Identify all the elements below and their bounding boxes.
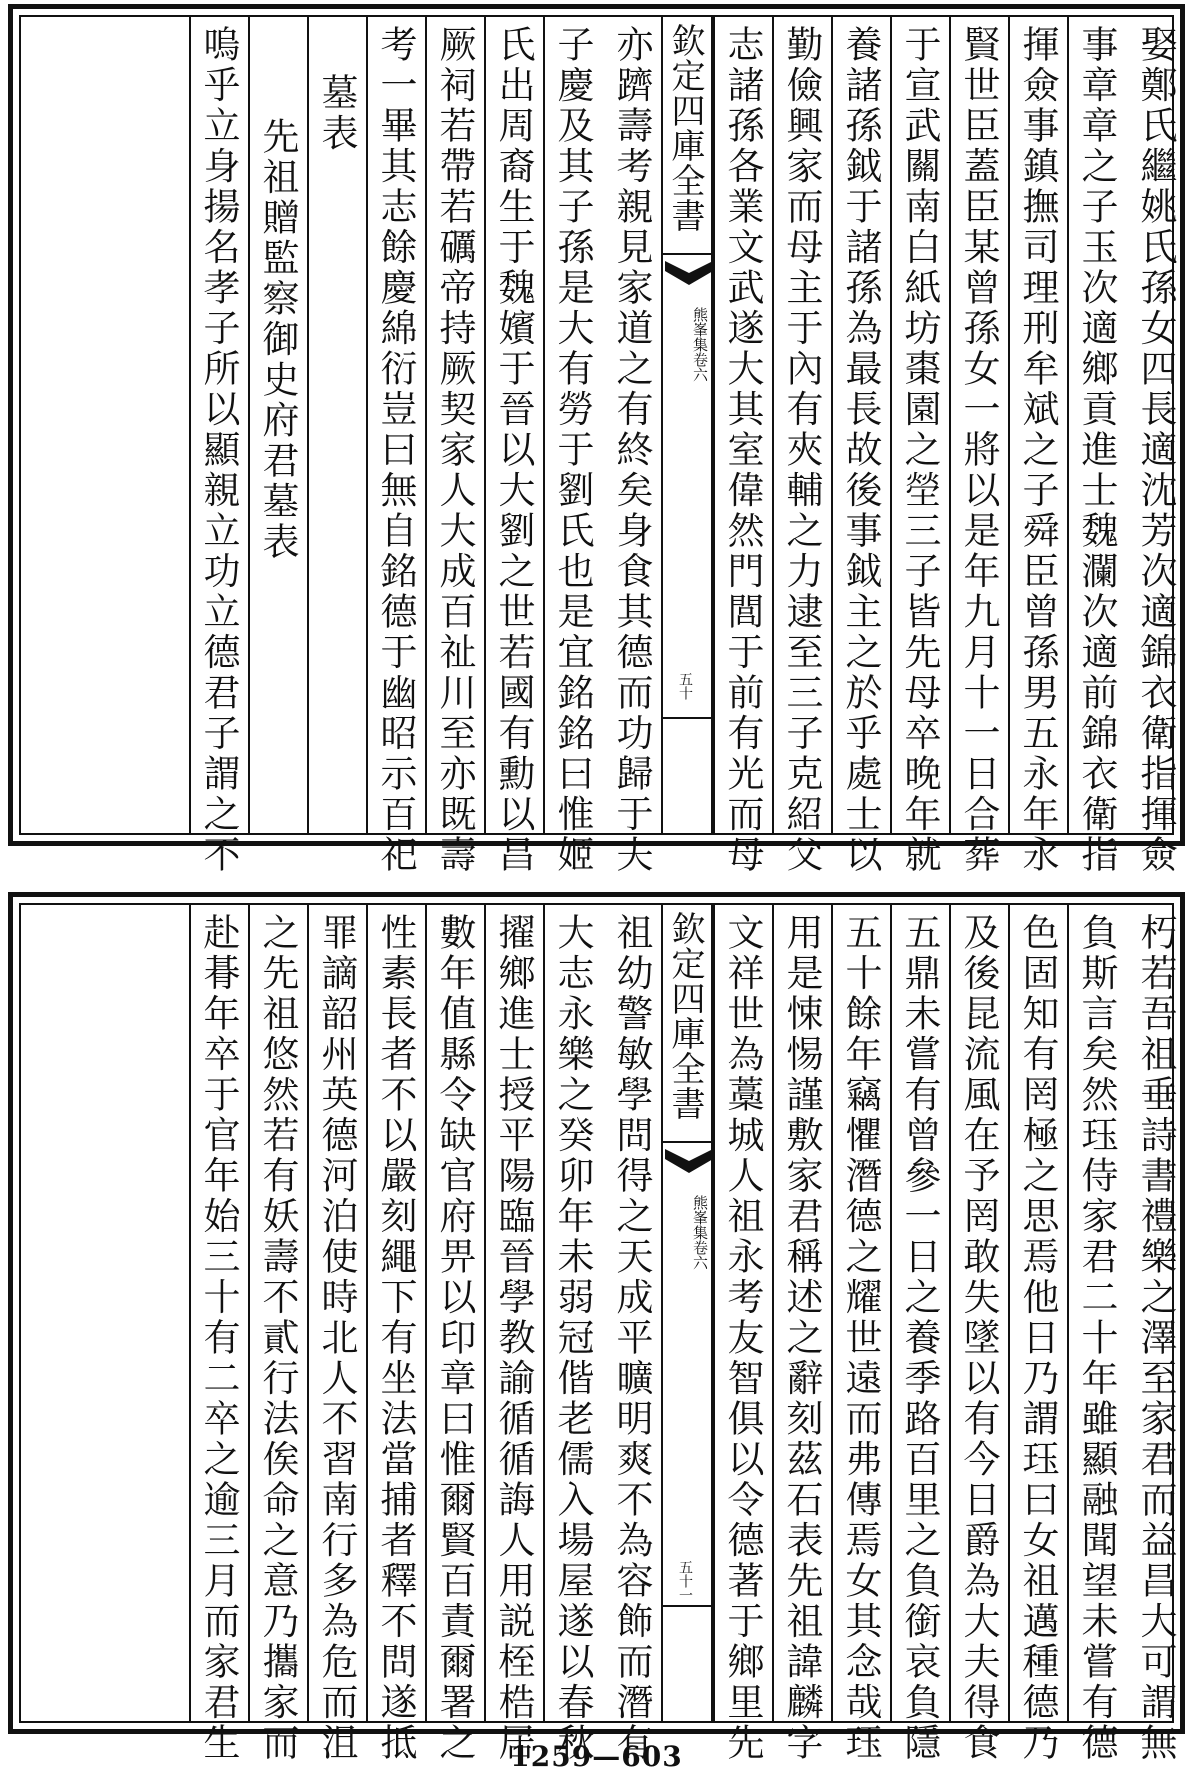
- text-column: [366, 905, 425, 1764]
- collection-title: 欽定四庫全書: [665, 23, 705, 233]
- column-text: 性素長者不以嚴刻繩下有坐法當捕者釋不問遂抵: [374, 913, 417, 1764]
- book-title: 熊峯集: [691, 1195, 709, 1240]
- essay-title: 先祖贈監察御史府君墓表: [256, 117, 299, 563]
- column-text: 大志永樂之癸卯年未弱冠偕老儒入場屋遂以春秋: [551, 913, 594, 1764]
- text-column: [1008, 17, 1067, 876]
- essay-title-column: [248, 17, 307, 833]
- text-column: [543, 17, 602, 876]
- column-text: 事章章之子玉次適鄉貢進士魏瀾次適前錦衣衛指: [1075, 25, 1118, 876]
- text-column: [772, 17, 831, 876]
- collection-title: 欽定四庫全書: [665, 911, 705, 1121]
- column-text: 氏出周裔生于魏嬪于晉以大劉之世若國有勳以昌: [492, 25, 535, 876]
- text-column: [772, 905, 831, 1764]
- column-text: 亦躋壽考親見家道之有終矣身食其德而功歸于夫: [610, 25, 653, 876]
- column-text: 朽若吾祖垂詩書禮樂之澤至家君而益昌大可謂無: [1134, 913, 1177, 1764]
- page-upper: [8, 4, 1185, 876]
- text-column: [189, 905, 248, 1764]
- text-column: [1067, 905, 1126, 1764]
- book-volume-label: [669, 307, 709, 382]
- column-text: 五十餘年竊懼潛德之耀世遠而弗傳焉女其念哉珏: [839, 913, 882, 1764]
- text-column: [425, 905, 484, 1764]
- column-text: 數年值縣令缺官府畀以印章曰惟爾賢百責爾署之: [433, 913, 476, 1764]
- fishtail-mark: [665, 1145, 713, 1179]
- column-text: 擢鄉進士授平陽臨晉學教諭循循誨人用説桎梏居: [492, 913, 535, 1764]
- column-text: 賢世臣蓋臣某曾孫女一將以是年九月十一日合葬: [957, 25, 1000, 876]
- column-text: 嗚乎立身揚名孝子所以顯親立功立德君子謂之不: [197, 25, 240, 876]
- column-text: 五鼎未嘗有曾參一日之養季路百里之負銜哀負隱: [898, 913, 941, 1764]
- column-text: 子慶及其子孫是大有勞于劉氏也是宜銘銘曰惟姬: [551, 25, 594, 876]
- column-text: 厥祠若帶若礪帝持厥契家人大成百祉川至亦既壽: [433, 25, 476, 876]
- text-column: [484, 17, 543, 876]
- text-column: [1126, 905, 1185, 1764]
- text-column: [1126, 17, 1185, 876]
- text-column: [831, 905, 890, 1764]
- fishtail-rule: [663, 253, 711, 255]
- text-column: [890, 905, 949, 1764]
- leaf-number: 五十: [677, 672, 693, 700]
- volume-label: 卷六: [691, 1240, 709, 1270]
- text-column: [543, 905, 602, 1764]
- text-column: [425, 17, 484, 876]
- section-heading-column: [307, 17, 366, 833]
- fishtail-mark: [665, 257, 713, 291]
- column-text: 揮僉事鎮撫司理刑牟斌之子舜臣曾孫男五永年永: [1016, 25, 1059, 876]
- text-column: [484, 905, 543, 1764]
- column-text: 用是悚惕謹敷家君稱述之辭刻茲石表先祖諱麟字: [780, 913, 823, 1764]
- volume-label: 卷六: [691, 352, 709, 382]
- text-column: [1008, 905, 1067, 1764]
- column-text: 娶鄭氏繼姚氏孫女四長適沈芳次適錦衣衛指揮僉: [1134, 25, 1177, 876]
- section-heading: 墓表: [315, 73, 358, 154]
- column-text: 罪謫韶州英德河泊使時北人不習南行多為危而沮: [315, 913, 358, 1764]
- text-column: [831, 17, 890, 876]
- column-text: 之先祖悠然若有妖壽不貳行法俟命之意乃攜家而: [256, 913, 299, 1764]
- center-fold-column: [661, 17, 713, 833]
- column-text: 勤儉興家而母主于內有夾輔之力逮至三子克紹父: [780, 25, 823, 876]
- text-column: [949, 17, 1008, 876]
- page-frame: [19, 15, 1177, 876]
- column-text: 于宣武關南白紙坊棗園之塋三子皆先母卒晚年就: [898, 25, 941, 876]
- text-column: [189, 17, 248, 876]
- text-column: [366, 17, 425, 876]
- text-column: [713, 905, 772, 1764]
- column-text: 養諸孫鉞于諸孫為最長故後事鉞主之於乎處士以: [839, 25, 882, 876]
- text-column: [602, 17, 661, 876]
- column-text: 文祥世為藁城人祖永考友智俱以令德著于鄉里先: [721, 913, 764, 1764]
- text-column: [713, 17, 772, 876]
- text-column: [307, 905, 366, 1764]
- column-text: 負斯言矣然珏侍家君二十年雖顯融聞望未嘗有德: [1075, 913, 1118, 1764]
- column-text: 考一畢其志餘慶綿衍豈曰無自銘德于幽昭示百祀: [374, 25, 417, 876]
- fishtail-rule: [663, 1141, 711, 1143]
- column-text: 色固知有罔極之思焉他日乃謂珏曰女祖邁種德乃: [1016, 913, 1059, 1764]
- text-column: [949, 905, 1008, 1764]
- column-text: 赴朞年卒于官年始三十有二卒之逾三月而家君生: [197, 913, 240, 1764]
- leaf-number: 五十一: [677, 1560, 693, 1602]
- bottom-rule: [663, 717, 711, 719]
- text-column: [1067, 17, 1126, 876]
- book-title: 熊峯集: [691, 307, 709, 352]
- center-fold-column: [661, 905, 713, 1721]
- book-volume-label: [669, 1195, 709, 1270]
- scan-page-number: 1259—603: [510, 1740, 683, 1773]
- bottom-rule: [663, 1605, 711, 1607]
- column-text: 祖幼警敏學問得之天成平曠明爽不為容飾而潛有: [610, 913, 653, 1764]
- column-text: 志諸孫各業文武遂大其室偉然門閭于前有光而母: [721, 25, 764, 876]
- text-column: [602, 905, 661, 1764]
- column-text: 及後昆流風在予罔敢失墜以有今日爵為大夫得食: [957, 913, 1000, 1764]
- text-column: [890, 17, 949, 876]
- text-column: [248, 905, 307, 1764]
